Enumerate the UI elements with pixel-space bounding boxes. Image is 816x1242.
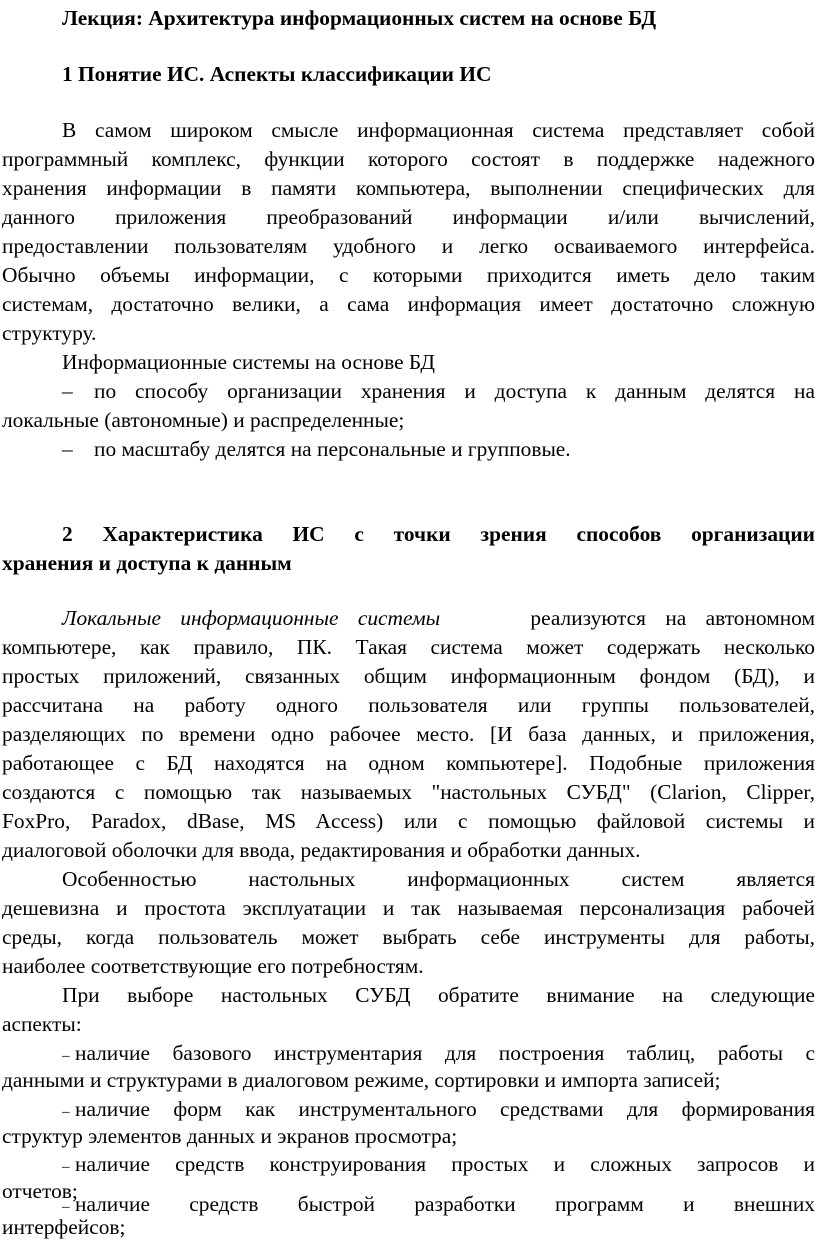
text-line: FoxPro, Paradox, dBase, MS Access) или с помощью файловой системы и [2, 809, 815, 833]
list-item-line: наличие форм как инструментального средствами для формирования [75, 1097, 815, 1121]
text-line: работающее с БД находятся на одном компьютере]. Подобные приложения [2, 751, 815, 775]
text-line: компьютере, как правило, ПК. Такая система может содержать несколько [2, 635, 815, 659]
text-line: наиболее соответствующие его потребностям. [2, 954, 424, 978]
text-line: предоставлении пользователям удобного и легко осваиваемого интерфейса. [2, 234, 815, 258]
list-item-line: локальные (автономные) и распределенные; [2, 408, 405, 432]
list-item-line: отчетов; [2, 1179, 78, 1203]
list-item-line: по способу организации хранения и доступа к данным делятся на [94, 379, 815, 403]
section-1-paragraph-2: Информационные системы на основе БД [62, 350, 435, 374]
list-dash: – [62, 1048, 70, 1064]
text-line: программный комплекс, функции которого состоят в поддержке надежного [2, 147, 815, 171]
list-item-line: интерфейсов; [2, 1215, 126, 1239]
text-line: диалоговой оболочки для ввода, редактирования и обработки данных. [2, 838, 641, 862]
text-line: системам, достаточно велики, а сама информация имеет достаточно сложную [2, 292, 815, 316]
section-1-heading: 1 Понятие ИС. Аспекты классификации ИС [62, 62, 492, 86]
list-item-line: наличие средств быстрой разработки программ и внешних [75, 1192, 815, 1216]
heading-line: 2 Характеристика ИС с точки зрения способов организации [62, 522, 815, 546]
term-local-is: Локальные информационные системы [62, 606, 441, 630]
text-line: дешевизна и простота эксплуатации и так называемая персонализация рабочей [2, 896, 815, 920]
text-line: Обычно объемы информации, с которыми приходится иметь дело таким [2, 263, 815, 287]
list-item-line: по масштабу делятся на персональные и групповые. [94, 437, 571, 461]
lecture-title: Лекция: Архитектура информационных систем на основе БД [62, 6, 657, 30]
text-line: Особенностью настольных информационных систем является [62, 867, 815, 891]
list-dash: – [62, 1159, 70, 1175]
text-line: В самом широком смысле информационная система представляет собой [62, 118, 815, 142]
list-item-line: наличие средств конструирования простых и сложных запросов и [75, 1152, 815, 1176]
text-line: аспекты: [2, 1012, 82, 1036]
text-fragment: реализуются на автономном [530, 606, 815, 630]
list-item-line: данными и структурами в диалоговом режиме, сортировки и импорта записей; [2, 1068, 721, 1092]
list-dash: – [62, 379, 73, 403]
text-line: создаются с помощью так называемых "настольных СУБД" (Clarion, Clipper, [2, 780, 815, 804]
text-line: простых приложений, связанных общим информационным фондом (БД), и [2, 664, 815, 688]
list-item-line: наличие базового инструментария для построения таблиц, работы с [75, 1041, 815, 1065]
list-dash: – [62, 437, 73, 461]
text-line: разделяющих по времени одно рабочее место. [И база данных, и приложения, [2, 722, 815, 746]
list-dash: – [62, 1104, 70, 1120]
text-line: данного приложения преобразований информации и/или вычислений, [2, 205, 815, 229]
text-line: структуру. [2, 321, 97, 345]
text-line: рассчитана на работу одного пользователя или группы пользователей, [2, 693, 815, 717]
list-dash: – [62, 1199, 70, 1215]
text-line [62, 604, 815, 632]
list-item-line: структур элементов данных и экранов просмотра; [2, 1124, 458, 1148]
text-line: среды, когда пользователь может выбрать себе инструменты для работы, [2, 925, 815, 949]
text-line: хранения информации в памяти компьютера, выполнении специфических для [2, 176, 815, 200]
heading-line: хранения и доступа к данным [2, 551, 292, 575]
text-line: При выборе настольных СУБД обратите внимание на следующие [62, 983, 815, 1007]
